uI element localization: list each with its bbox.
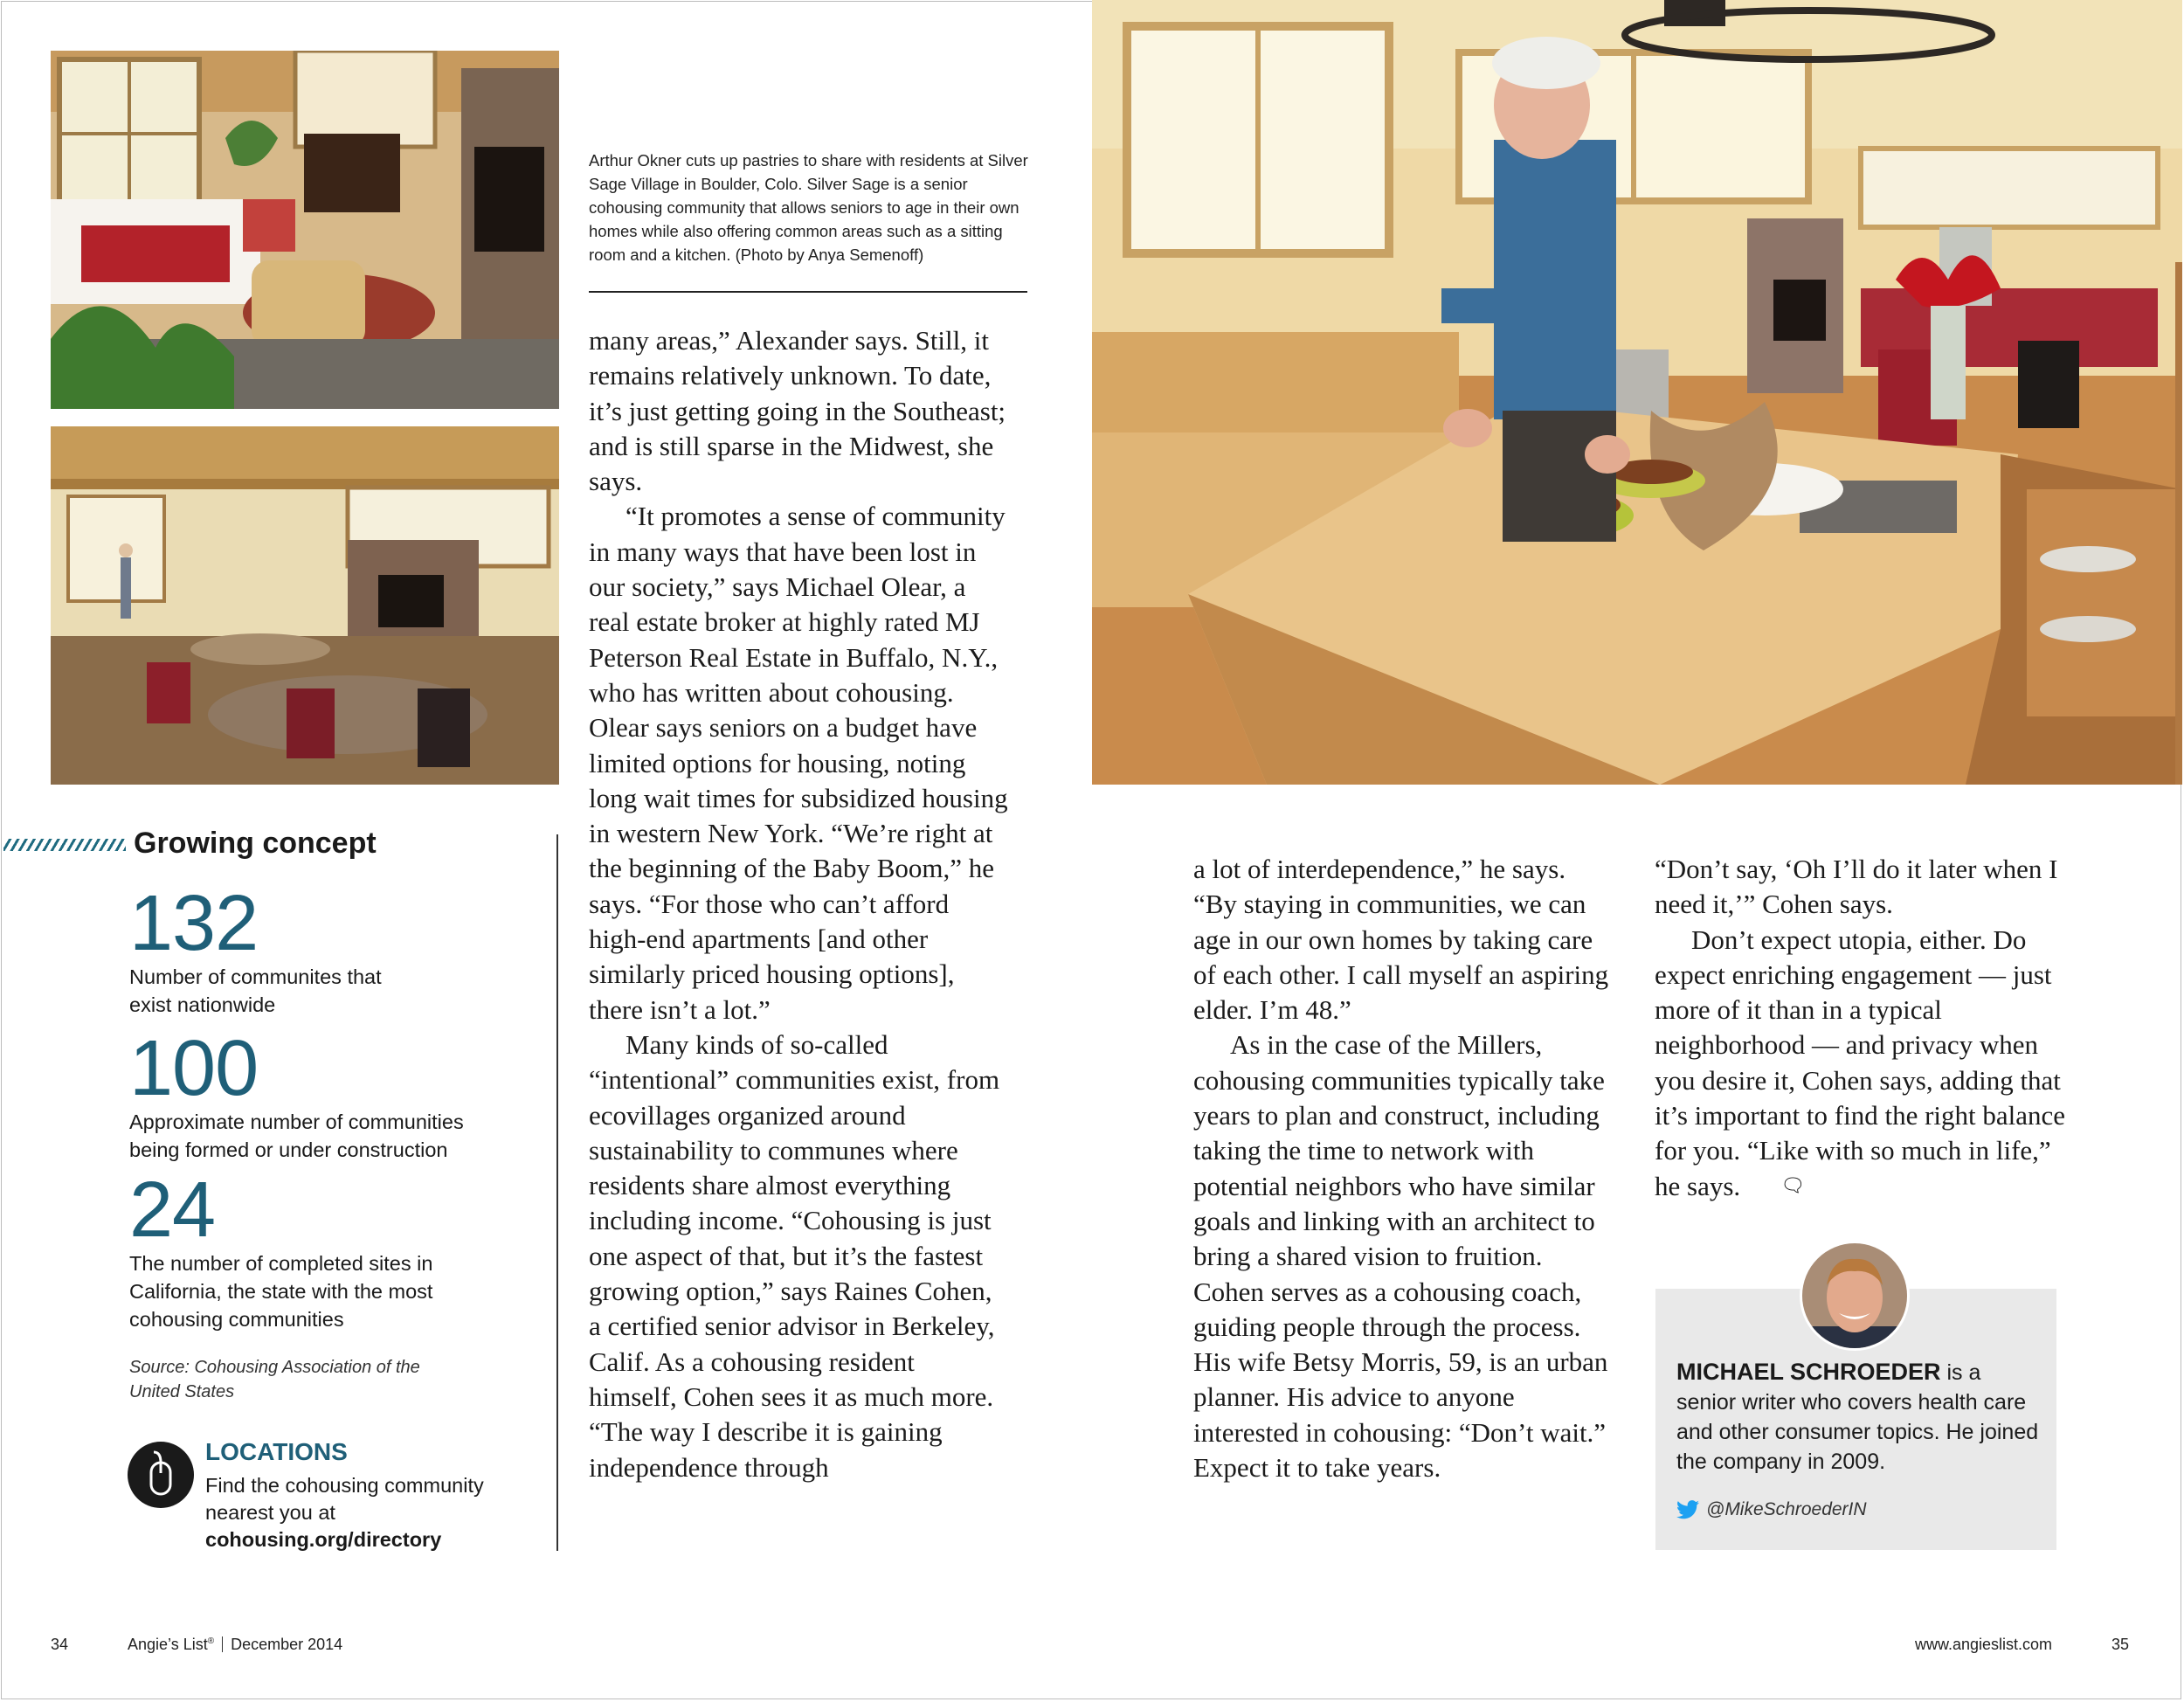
stat-number: 24 (129, 1166, 216, 1254)
twitter-handle: @MikeSchroederIN (1706, 1499, 1867, 1519)
article-paragraph: “Don’t say, ‘Oh I’ll do it later when I need it,’” Cohen says. (1655, 854, 2058, 920)
locations-text (205, 1472, 485, 1553)
stat-number: 132 (129, 880, 259, 967)
article-column-1 (589, 323, 1008, 1485)
stat-description: Approximate number of communities being formed or under construction (129, 1110, 464, 1161)
article-column-3 (1655, 852, 2074, 1204)
stat-description: Number of communites that exist nationwide (129, 965, 382, 1016)
article-paragraph: Many kinds of so-called “intentional” communities exist, from ecovillages organized around sustainability to communes where residents share almost everything including income. “Cohousing is just one aspect of that, but it’s the fastest growing option,” says Raines Cohen, a certified senior advisor in Berkeley, Calif. As a cohousing resident himself, Cohen sees it as much more. “The way I describe it is gaining independence through (589, 1028, 1000, 1483)
footer-page-number-left: 34 (51, 1636, 69, 1653)
footer-url[interactable]: www.angieslist.com (1915, 1636, 2053, 1653)
article-paragraph-text: Don’t expect utopia, either. Do expect enriching engagement — just more of it than in a typical neighborhood — and privacy when you desire it, Cohen says, adding that it’s important to find the right balance for you. “Like with so much in life,” he says. (1655, 924, 2066, 1201)
article-paragraph: a lot of interdependence,” he says. “By staying in communities, we can age in our own homes by taking care of each other. I call myself an aspiring elder. I’m 48.” (1193, 854, 1609, 1026)
author-twitter[interactable] (1676, 1499, 1867, 1520)
author-bio (1676, 1357, 2043, 1477)
stat-block (129, 880, 418, 1019)
footer-publication (128, 1636, 342, 1654)
sidebar-source: Source: Cohousing Association of the United States (129, 1358, 420, 1401)
author-avatar (1800, 1241, 1910, 1351)
end-mark-icon: 🗨︎ (1780, 1174, 1806, 1197)
article-paragraph (1655, 923, 2074, 1204)
sidebar-title: Growing concept (134, 827, 377, 860)
footer-page-number-right: 35 (2111, 1636, 2130, 1653)
locations-description: Find the cohousing community nearest you at (205, 1474, 484, 1524)
stat-description: The number of completed sites in California, the state with the most cohousing communities (129, 1252, 433, 1331)
photo-sitting-room (51, 51, 559, 409)
stat-block (129, 1166, 461, 1333)
locations-title: LOCATIONS (205, 1438, 348, 1465)
twitter-icon (1676, 1500, 1699, 1519)
sidebar-hatch-decoration (3, 839, 126, 851)
article-column-2 (1193, 852, 1613, 1485)
photo-common-house (51, 426, 559, 785)
footer-divider (222, 1636, 223, 1652)
photo-arthur-okner-kitchen (1092, 0, 2182, 785)
caption-divider (589, 291, 1027, 293)
issue-date: December 2014 (231, 1636, 343, 1653)
directory-link[interactable]: cohousing.org/directory (205, 1528, 442, 1551)
registered-mark: ® (207, 1636, 215, 1646)
article-paragraph: “It promotes a sense of community in many ways that have been lost in our society,” says Michael Olear, a real estate broker at highly rated MJ Peterson Real Estate in Buffalo, N.Y., who has written about cohousing. Olear says seniors on a budget have limited options for housing, noting long wait times for subsidized housing in western New York. “We’re right at the beginning of the Baby Boom,” he says. “For those who can’t afford high-end apartments [and other similarly priced housing options], there isn’t a lot.” (589, 501, 1008, 1025)
stat-block (129, 1025, 496, 1164)
stat-number: 100 (129, 1025, 259, 1112)
column-divider (556, 834, 558, 1551)
photo-caption: Arthur Okner cuts up pastries to share with residents at Silver Sage Village in Boulder, Colo. Silver Sage is a senior cohousing community that allows seniors to age in their own homes while also offering common areas such as a sitting room and a kitchen. (Photo by Anya Semenoff) (589, 151, 1028, 264)
article-paragraph: many areas,” Alexander says. Still, it remains relatively unknown. To date, it’s just getting going in the Southeast; and is still sparse in the Midwest, she says. (589, 325, 1006, 497)
author-description: is a senior writer who covers health care and other consumer topics. He joined the company in 2009. (1676, 1360, 2039, 1474)
publication-name: Angie’s List (128, 1636, 208, 1653)
article-paragraph: As in the case of the Millers, cohousing communities typically take years to plan and construct, including taking the time to network with potential neighbors who have similar goals and linking with an architect to bring a shared vision to fruition. Cohen serves as a cohousing coach, guiding people through the process. His wife Betsy Morris, 59, is an urban planner. His advice to anyone interested in cohousing: “Don’t wait.” Expect it to take years. (1193, 1029, 1608, 1484)
mouse-icon (128, 1442, 194, 1508)
author-name: MICHAEL SCHROEDER (1676, 1359, 1941, 1385)
